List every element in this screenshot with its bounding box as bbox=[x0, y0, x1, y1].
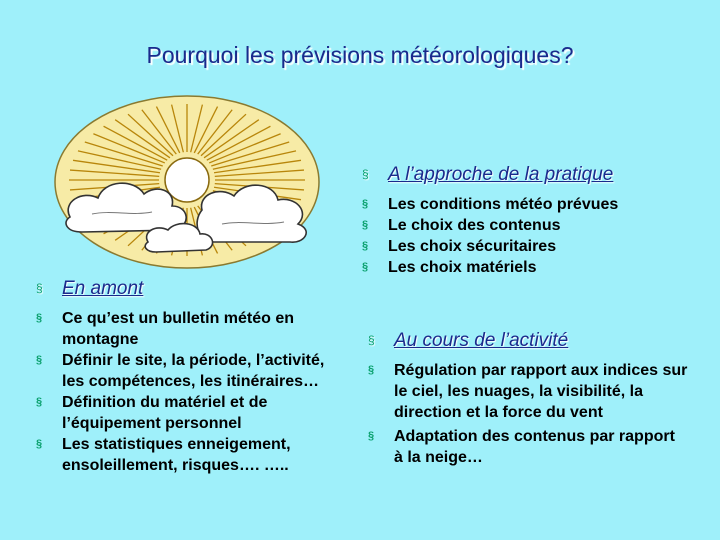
list-approche bbox=[362, 194, 702, 278]
heading-au-cours-label: Au cours de l’activité bbox=[394, 330, 569, 351]
bullet-icon: § bbox=[362, 198, 369, 210]
bullet-icon: § bbox=[36, 354, 43, 366]
bullet-icon: § bbox=[36, 438, 43, 450]
heading-en-amont bbox=[36, 278, 143, 300]
bullet-icon: § bbox=[36, 312, 43, 324]
bullet-icon: § bbox=[362, 240, 369, 252]
bullet-icon: § bbox=[362, 219, 369, 231]
slide-title: Pourquoi les prévisions météorologiques? bbox=[146, 42, 574, 68]
bullet-icon: § bbox=[368, 430, 375, 442]
heading-approche bbox=[362, 164, 613, 186]
list-item: § Le choix des contenus bbox=[362, 217, 561, 234]
list-en-amont bbox=[36, 308, 336, 476]
list-item: § Les choix sécuritaires bbox=[362, 238, 557, 255]
list-item: § Les conditions météo prévues bbox=[362, 196, 619, 213]
sun-behind-clouds-icon bbox=[52, 92, 322, 272]
list-item: § Ce qu’est un bulletin météo en montagne bbox=[36, 310, 295, 348]
bullet-icon: § bbox=[368, 364, 375, 376]
heading-en-amont-label: En amont bbox=[62, 278, 144, 299]
bullet-icon: § bbox=[362, 167, 369, 181]
list-au-cours bbox=[368, 360, 688, 471]
list-item: § Adaptation des contenus par rapport à la neige… bbox=[368, 428, 675, 466]
bullet-icon: § bbox=[362, 261, 369, 273]
heading-au-cours bbox=[368, 330, 568, 352]
bullet-icon: § bbox=[36, 281, 43, 295]
list-item: § Définition du matériel et de l’équipement personnel bbox=[36, 394, 268, 432]
heading-approche-label: A l’approche de la pratique bbox=[388, 164, 614, 185]
list-item: § Les statistiques enneigement, ensoleillement, risques…. ….. bbox=[36, 436, 291, 474]
list-item: § Les choix matériels bbox=[362, 259, 537, 276]
list-item: § Définir le site, la période, l’activité, les compétences, les itinéraires… bbox=[36, 352, 325, 390]
bullet-icon: § bbox=[36, 396, 43, 408]
list-item: § Régulation par rapport aux indices sur le ciel, les nuages, la visibilité, la direction et la force du vent bbox=[368, 362, 688, 421]
bullet-icon: § bbox=[368, 333, 375, 347]
